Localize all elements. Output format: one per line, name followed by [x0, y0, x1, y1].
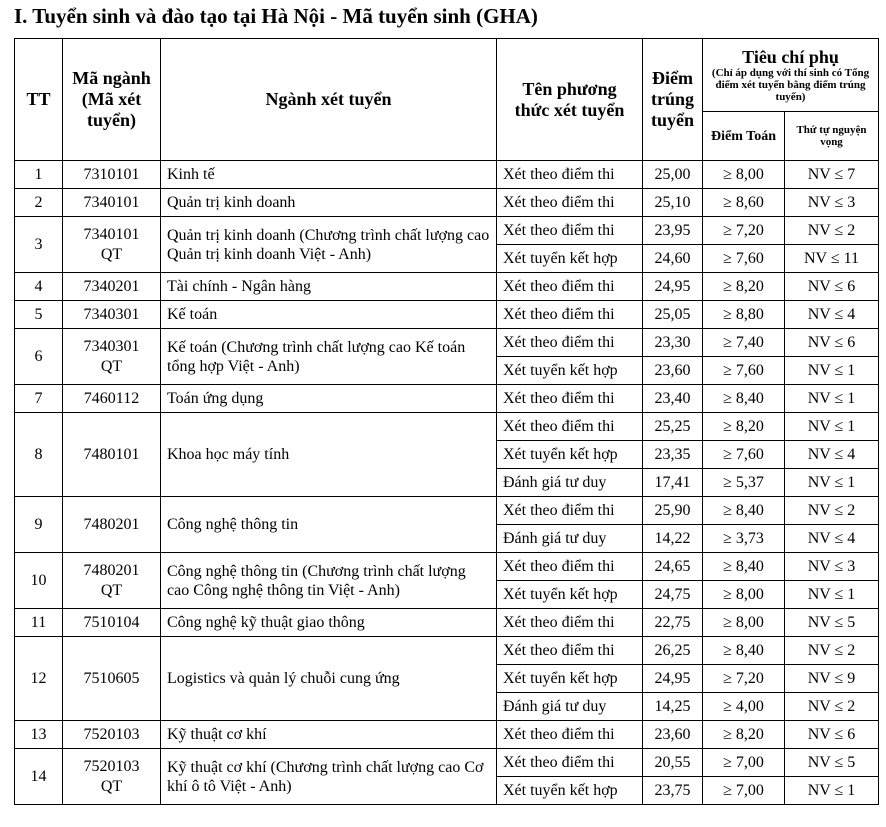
- cell-phuong-thuc: Xét theo điểm thi: [497, 637, 643, 665]
- cell-ma-nganh: 7340101: [63, 189, 161, 217]
- cell-diem-toan: ≥ 8,60: [703, 189, 785, 217]
- cell-nganh: Logistics và quản lý chuỗi cung ứng: [161, 637, 497, 721]
- cell-phuong-thuc: Xét theo điểm thi: [497, 553, 643, 581]
- cell-diem: 23,95: [643, 217, 703, 245]
- cell-nguyen-vong: NV ≤ 1: [785, 469, 879, 497]
- cell-diem-toan: ≥ 7,60: [703, 441, 785, 469]
- cell-nganh: Kế toán: [161, 301, 497, 329]
- cell-nguyen-vong: NV ≤ 3: [785, 553, 879, 581]
- cell-phuong-thuc: Xét theo điểm thi: [497, 273, 643, 301]
- cell-diem-toan: ≥ 3,73: [703, 525, 785, 553]
- cell-tt: 3: [15, 217, 63, 273]
- header-phuong-thuc: Tên phương thức xét tuyển: [497, 39, 643, 161]
- cell-ma-nganh: 7340301 QT: [63, 329, 161, 385]
- cell-nganh: Quản trị kinh doanh (Chương trình chất lượng cao Quản trị kinh doanh Việt - Anh): [161, 217, 497, 273]
- cell-phuong-thuc: Xét tuyển kết hợp: [497, 245, 643, 273]
- header-diem-toan: Điểm Toán: [703, 112, 785, 161]
- table-row: [15, 329, 879, 357]
- cell-diem-toan: ≥ 7,60: [703, 357, 785, 385]
- cell-nguyen-vong: NV ≤ 6: [785, 273, 879, 301]
- cell-diem: 24,95: [643, 273, 703, 301]
- table-row: [15, 749, 879, 777]
- cell-phuong-thuc: Xét theo điểm thi: [497, 413, 643, 441]
- cell-tt: 13: [15, 721, 63, 749]
- table-row: [15, 189, 879, 217]
- header-tt: TT: [15, 39, 63, 161]
- table-row: [15, 721, 879, 749]
- cell-phuong-thuc: Xét tuyển kết hợp: [497, 665, 643, 693]
- header-tieu-chi-note: (Chỉ áp dụng với thí sinh có Tổng điểm xét tuyển bằng điểm trúng tuyển): [711, 67, 870, 103]
- cell-nguyen-vong: NV ≤ 1: [785, 385, 879, 413]
- cell-nguyen-vong: NV ≤ 6: [785, 329, 879, 357]
- cell-phuong-thuc: Đánh giá tư duy: [497, 525, 643, 553]
- cell-diem: 22,75: [643, 609, 703, 637]
- cell-diem: 23,35: [643, 441, 703, 469]
- cell-diem: 24,65: [643, 553, 703, 581]
- cell-nganh: Quản trị kinh doanh: [161, 189, 497, 217]
- cell-diem-toan: ≥ 8,20: [703, 721, 785, 749]
- cell-diem-toan: ≥ 7,20: [703, 665, 785, 693]
- cell-diem-toan: ≥ 8,20: [703, 273, 785, 301]
- cell-ma-nganh: 7480201: [63, 497, 161, 553]
- cell-phuong-thuc: Xét theo điểm thi: [497, 721, 643, 749]
- cell-nganh: Tài chính - Ngân hàng: [161, 273, 497, 301]
- cell-tt: 1: [15, 161, 63, 189]
- cell-phuong-thuc: Xét theo điểm thi: [497, 749, 643, 777]
- cell-diem: 24,60: [643, 245, 703, 273]
- cell-diem-toan: ≥ 7,60: [703, 245, 785, 273]
- cell-nguyen-vong: NV ≤ 1: [785, 413, 879, 441]
- cell-diem: 25,00: [643, 161, 703, 189]
- cell-phuong-thuc: Xét tuyển kết hợp: [497, 777, 643, 805]
- cell-diem-toan: ≥ 8,20: [703, 413, 785, 441]
- cell-diem: 14,25: [643, 693, 703, 721]
- cell-ma-nganh: 7460112: [63, 385, 161, 413]
- cell-nganh: Khoa học máy tính: [161, 413, 497, 497]
- cell-diem: 25,25: [643, 413, 703, 441]
- table-row: [15, 301, 879, 329]
- cell-tt: 14: [15, 749, 63, 805]
- cell-phuong-thuc: Xét theo điểm thi: [497, 497, 643, 525]
- header-thu-tu: Thứ tự nguyện vọng: [785, 112, 879, 161]
- cell-tt: 11: [15, 609, 63, 637]
- cell-diem-toan: ≥ 8,40: [703, 553, 785, 581]
- cell-ma-nganh: 7480101: [63, 413, 161, 497]
- cell-diem-toan: ≥ 4,00: [703, 693, 785, 721]
- cell-ma-nganh: 7510104: [63, 609, 161, 637]
- cell-diem: 24,95: [643, 665, 703, 693]
- cell-nganh: Công nghệ thông tin: [161, 497, 497, 553]
- cell-nguyen-vong: NV ≤ 4: [785, 525, 879, 553]
- cell-phuong-thuc: Xét theo điểm thi: [497, 609, 643, 637]
- cell-tt: 2: [15, 189, 63, 217]
- cell-phuong-thuc: Đánh giá tư duy: [497, 693, 643, 721]
- cell-diem: 24,75: [643, 581, 703, 609]
- cell-nguyen-vong: NV ≤ 1: [785, 777, 879, 805]
- cell-diem: 26,25: [643, 637, 703, 665]
- cell-phuong-thuc: Xét theo điểm thi: [497, 385, 643, 413]
- cell-nguyen-vong: NV ≤ 1: [785, 357, 879, 385]
- cell-diem-toan: ≥ 7,00: [703, 777, 785, 805]
- header-diem: Điểm trúng tuyển: [643, 39, 703, 161]
- header-tieu-chi-cell: [703, 39, 879, 112]
- admission-table: [14, 38, 879, 805]
- cell-diem-toan: ≥ 8,40: [703, 497, 785, 525]
- cell-ma-nganh: 7480201 QT: [63, 553, 161, 609]
- cell-diem-toan: ≥ 5,37: [703, 469, 785, 497]
- cell-phuong-thuc: Xét theo điểm thi: [497, 189, 643, 217]
- cell-diem-toan: ≥ 7,20: [703, 217, 785, 245]
- cell-diem-toan: ≥ 8,00: [703, 161, 785, 189]
- cell-diem-toan: ≥ 8,40: [703, 637, 785, 665]
- cell-nganh: Công nghệ kỹ thuật giao thông: [161, 609, 497, 637]
- cell-nguyen-vong: NV ≤ 6: [785, 721, 879, 749]
- cell-tt: 12: [15, 637, 63, 721]
- cell-diem: 23,60: [643, 357, 703, 385]
- cell-ma-nganh: 7520103 QT: [63, 749, 161, 805]
- cell-diem-toan: ≥ 8,00: [703, 581, 785, 609]
- table-row: [15, 217, 879, 245]
- cell-nguyen-vong: NV ≤ 2: [785, 497, 879, 525]
- cell-diem-toan: ≥ 8,40: [703, 385, 785, 413]
- cell-diem: 23,30: [643, 329, 703, 357]
- cell-tt: 4: [15, 273, 63, 301]
- cell-ma-nganh: 7340201: [63, 273, 161, 301]
- cell-phuong-thuc: Xét theo điểm thi: [497, 217, 643, 245]
- cell-tt: 8: [15, 413, 63, 497]
- cell-phuong-thuc: Xét theo điểm thi: [497, 301, 643, 329]
- cell-phuong-thuc: Xét theo điểm thi: [497, 161, 643, 189]
- cell-diem-toan: ≥ 7,40: [703, 329, 785, 357]
- header-nganh: Ngành xét tuyển: [161, 39, 497, 161]
- table-body: [15, 161, 879, 805]
- cell-diem-toan: ≥ 7,00: [703, 749, 785, 777]
- cell-ma-nganh: 7340301: [63, 301, 161, 329]
- cell-tt: 6: [15, 329, 63, 385]
- cell-nganh: Kỹ thuật cơ khí (Chương trình chất lượng cao Cơ khí ô tô Việt - Anh): [161, 749, 497, 805]
- cell-ma-nganh: 7510605: [63, 637, 161, 721]
- page-title: I. Tuyển sinh và đào tạo tại Hà Nội - Mã tuyển sinh (GHA): [14, 4, 538, 28]
- table-row: [15, 273, 879, 301]
- cell-diem: 25,10: [643, 189, 703, 217]
- cell-nganh: Công nghệ thông tin (Chương trình chất lượng cao Công nghệ thông tin Việt - Anh): [161, 553, 497, 609]
- table-row: [15, 609, 879, 637]
- cell-nganh: Toán ứng dụng: [161, 385, 497, 413]
- cell-nguyen-vong: NV ≤ 2: [785, 637, 879, 665]
- header-ma-nganh: Mã ngành (Mã xét tuyển): [63, 39, 161, 161]
- header-tieu-chi: Tiêu chí phụ: [742, 47, 839, 67]
- cell-diem: 23,60: [643, 721, 703, 749]
- cell-phuong-thuc: Xét tuyển kết hợp: [497, 357, 643, 385]
- cell-nguyen-vong: NV ≤ 2: [785, 217, 879, 245]
- cell-tt: 7: [15, 385, 63, 413]
- cell-phuong-thuc: Xét tuyển kết hợp: [497, 581, 643, 609]
- cell-diem: 17,41: [643, 469, 703, 497]
- cell-nguyen-vong: NV ≤ 5: [785, 749, 879, 777]
- cell-nguyen-vong: NV ≤ 1: [785, 581, 879, 609]
- cell-diem: 25,05: [643, 301, 703, 329]
- cell-nganh: Kinh tế: [161, 161, 497, 189]
- cell-phuong-thuc: Đánh giá tư duy: [497, 469, 643, 497]
- cell-nguyen-vong: NV ≤ 2: [785, 693, 879, 721]
- cell-nguyen-vong: NV ≤ 11: [785, 245, 879, 273]
- cell-diem-toan: ≥ 8,00: [703, 609, 785, 637]
- cell-ma-nganh: 7520103: [63, 721, 161, 749]
- cell-diem-toan: ≥ 8,80: [703, 301, 785, 329]
- table-row: [15, 637, 879, 665]
- table-row: [15, 553, 879, 581]
- cell-ma-nganh: 7310101: [63, 161, 161, 189]
- table-row: [15, 385, 879, 413]
- cell-phuong-thuc: Xét theo điểm thi: [497, 329, 643, 357]
- cell-diem: 14,22: [643, 525, 703, 553]
- cell-tt: 10: [15, 553, 63, 609]
- cell-nguyen-vong: NV ≤ 4: [785, 441, 879, 469]
- table-row: [15, 413, 879, 441]
- table-row: [15, 161, 879, 189]
- cell-nganh: Kỹ thuật cơ khí: [161, 721, 497, 749]
- cell-nguyen-vong: NV ≤ 9: [785, 665, 879, 693]
- cell-diem: 23,40: [643, 385, 703, 413]
- cell-nguyen-vong: NV ≤ 3: [785, 189, 879, 217]
- cell-ma-nganh: 7340101 QT: [63, 217, 161, 273]
- cell-tt: 5: [15, 301, 63, 329]
- cell-phuong-thuc: Xét tuyển kết hợp: [497, 441, 643, 469]
- cell-tt: 9: [15, 497, 63, 553]
- cell-nganh: Kế toán (Chương trình chất lượng cao Kế toán tổng hợp Việt - Anh): [161, 329, 497, 385]
- table-row: [15, 497, 879, 525]
- cell-nguyen-vong: NV ≤ 4: [785, 301, 879, 329]
- cell-diem: 20,55: [643, 749, 703, 777]
- cell-diem: 23,75: [643, 777, 703, 805]
- cell-diem: 25,90: [643, 497, 703, 525]
- cell-nguyen-vong: NV ≤ 7: [785, 161, 879, 189]
- cell-nguyen-vong: NV ≤ 5: [785, 609, 879, 637]
